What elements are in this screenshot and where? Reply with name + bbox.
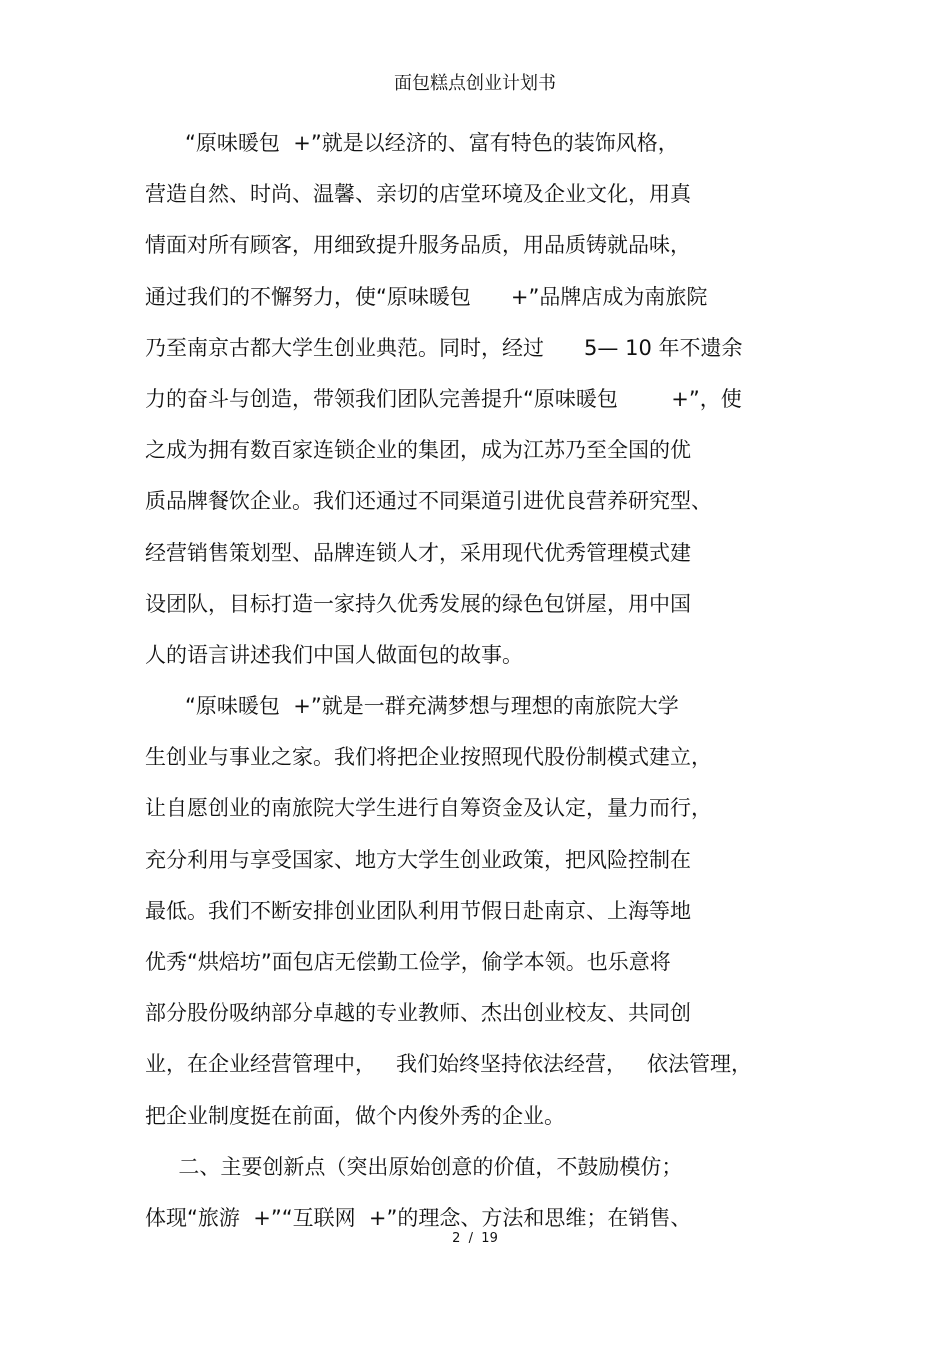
text-line: 之成为拥有数百家连锁企业的集团，成为江苏乃至全国的优 bbox=[145, 438, 691, 463]
text-line: 二、主要创新点（突出原始创意的价值，不鼓励模仿； bbox=[145, 1154, 683, 1179]
text-line: 人的语言讲述我们中国人做面包的故事。 bbox=[145, 642, 523, 667]
text-line: 优秀“烘焙坊”面包店无偿勤工俭学，偷学本领。也乐意将 bbox=[145, 950, 671, 974]
text-line: 生创业与事业之家。我们将把企业按照现代股份制模式建立， bbox=[145, 745, 712, 770]
text-line: 充分利用与享受国家、地方大学生创业政策，把风险控制在 bbox=[145, 847, 691, 872]
text-line: 经营销售策划型、品牌连锁人才，采用现代优秀管理模式建 bbox=[145, 540, 691, 565]
text-line: 最低。我们不断安排创业团队利用节假日赴南京、上海等地 bbox=[145, 898, 691, 923]
text-line: 业，在企业经营管理中， 我们始终坚持依法经营， 依法管理， bbox=[145, 1052, 753, 1077]
page-number: 2 / 19 bbox=[452, 1231, 498, 1246]
text-line: 体现“旅游 +”“互联网 +”的理念、方法和思维；在销售、 bbox=[145, 1205, 692, 1230]
text-line: 乃至南京古都大学生创业典范。同时，经过 5— 10 年不遗余 bbox=[145, 335, 743, 360]
text-line: 让自愿创业的南旅院大学生进行自筹资金及认定，量力而行， bbox=[145, 796, 712, 821]
text-line: 设团队，目标打造一家持久优秀发展的绿色包饼屋，用中国 bbox=[145, 591, 691, 616]
document-body bbox=[145, 128, 845, 1254]
text-line: 部分股份吸纳部分卓越的专业教师、杰出创业校友、共同创 bbox=[145, 1001, 691, 1026]
page-title: 面包糕点创业计划书 bbox=[394, 73, 556, 94]
text-line: 把企业制度挺在前面，做个内俊外秀的企业。 bbox=[145, 1103, 565, 1128]
text-line: 通过我们的不懈努力，使“原味暖包 +”品牌店成为南旅院 bbox=[145, 284, 708, 309]
text-line: 营造自然、时尚、温馨、亲切的店堂环境及企业文化，用真 bbox=[145, 182, 691, 207]
text-line: “原味暖包 +”就是一群充满梦想与理想的南旅院大学 bbox=[145, 694, 679, 719]
text-line: “原味暖包 +”就是以经济的、富有特色的装饰风格， bbox=[145, 131, 679, 155]
text-line: 情面对所有顾客，用细致提升服务品质，用品质铸就品味， bbox=[145, 233, 691, 258]
text-line: 质品牌餐饮企业。我们还通过不同渠道引进优良营养研究型、 bbox=[145, 489, 712, 514]
text-line: 力的奋斗与创造，带领我们团队完善提升“原味暖包 +”，使 bbox=[145, 386, 742, 411]
